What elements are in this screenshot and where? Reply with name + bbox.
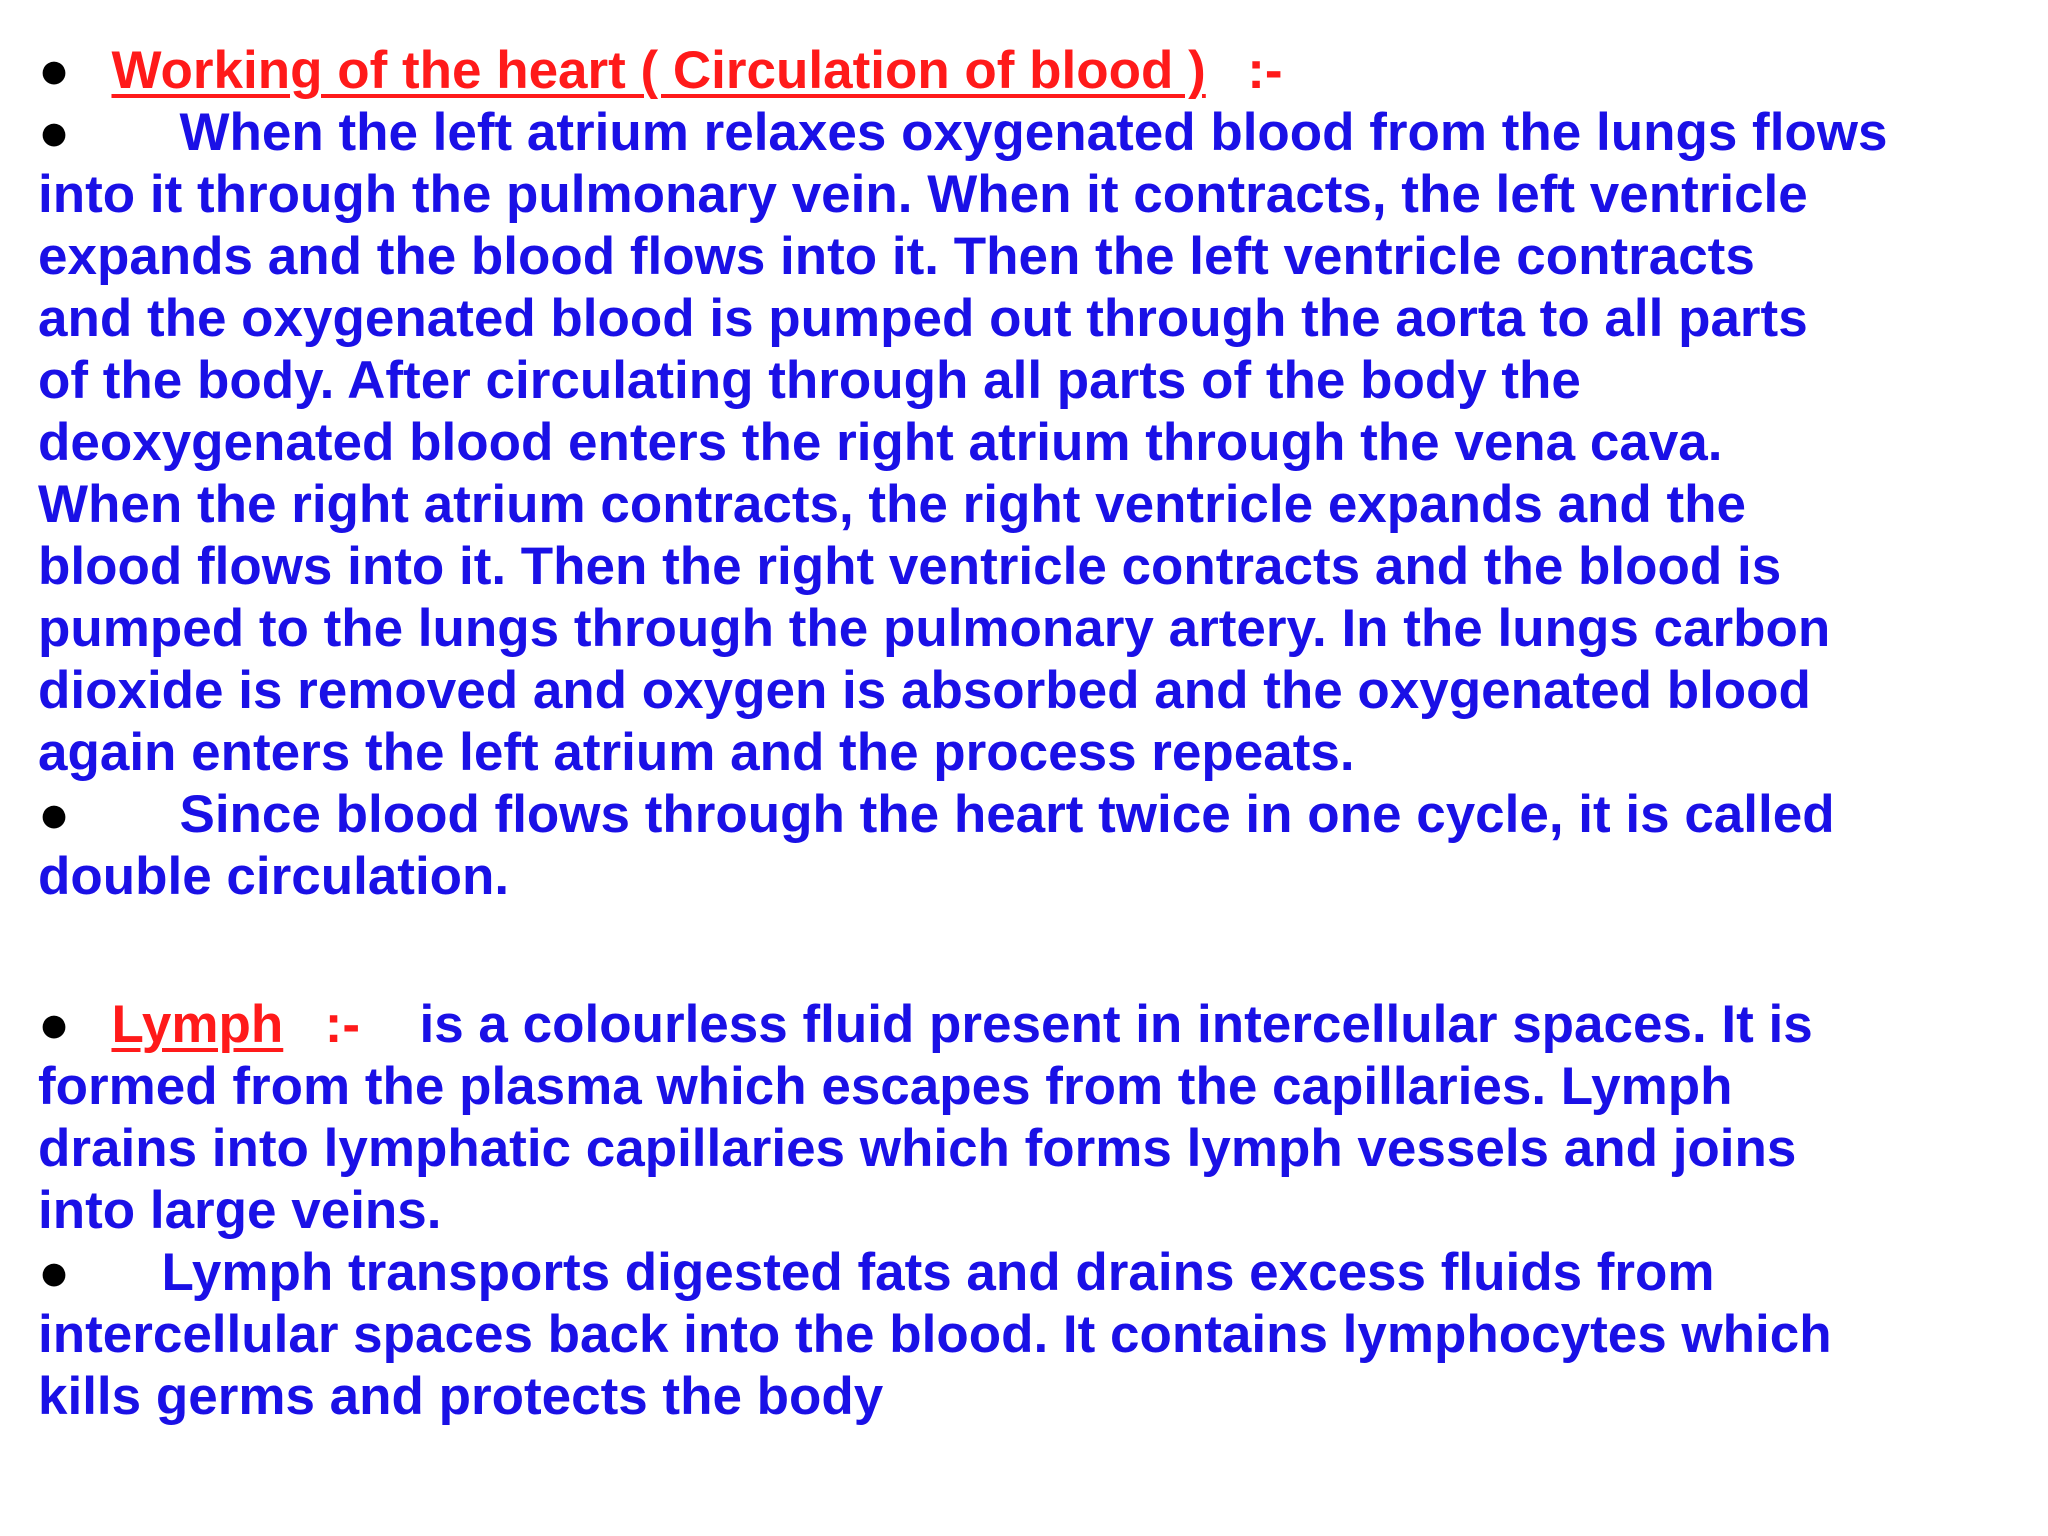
section1-heading-line <box>38 40 2028 102</box>
section1-para1-line: blood flows into it. Then the right ventricle contracts and the blood is <box>38 537 1782 596</box>
section1-para2-line: double circulation. <box>38 847 510 906</box>
section2-para2-line: kills germs and protects the body <box>38 1367 884 1426</box>
bullet-icon: ● <box>38 995 71 1054</box>
bullet-icon: ● <box>38 103 71 162</box>
section2-separator: :- <box>324 995 361 1054</box>
section2-para1-line: formed from the plasma which escapes from the capillaries. Lymph <box>38 1057 1733 1116</box>
section1-para1-line: When the right atrium contracts, the right ventricle expands and the <box>38 475 1747 534</box>
section1-para1-line: pumped to the lungs through the pulmonary artery. In the lungs carbon <box>38 599 1831 658</box>
bullet-icon: ● <box>38 785 71 844</box>
section1-heading: Working of the heart ( Circulation of blood ) <box>111 41 1206 100</box>
section2-heading-line <box>38 994 2028 1056</box>
section1-para1-line: again enters the left atrium and the process repeats. <box>38 723 1355 782</box>
section2-para1-line: drains into lymphatic capillaries which forms lymph vessels and joins <box>38 1119 1797 1178</box>
slide-content <box>38 40 2028 1428</box>
section2-para2-line <box>38 1242 2028 1304</box>
section1-para1-line: into it through the pulmonary vein. When it contracts, the left ventricle <box>38 165 1808 224</box>
section1-para1-line: deoxygenated blood enters the right atrium through the vena cava. <box>38 413 1723 472</box>
section2-para1-line: into large veins. <box>38 1181 442 1240</box>
section2-heading: Lymph <box>111 995 284 1054</box>
section1-para2-line <box>38 784 2028 846</box>
section1-separator: :- <box>1247 41 1283 100</box>
section1-para1-line: dioxide is removed and oxygen is absorbed and the oxygenated blood <box>38 661 1811 720</box>
section2-para1-text: is a colourless fluid present in intercellular spaces. It is <box>419 995 1813 1054</box>
section-spacer <box>38 908 2028 994</box>
bullet-icon: ● <box>38 41 71 100</box>
section1-para2-text: Since blood flows through the heart twice in one cycle, it is called <box>179 785 1835 844</box>
bullet-icon: ● <box>38 1243 71 1302</box>
section1-para1-line: and the oxygenated blood is pumped out through the aorta to all parts <box>38 289 1808 348</box>
section1-para1-text: When the left atrium relaxes oxygenated blood from the lungs flows <box>179 103 1888 162</box>
section2-para2-line: intercellular spaces back into the blood. It contains lymphocytes which <box>38 1305 1832 1364</box>
section2-para2-text: Lymph transports digested fats and drains excess fluids from <box>161 1243 1715 1302</box>
section1-para1-line <box>38 102 2028 164</box>
section1-para1-line: of the body. After circulating through all parts of the body the <box>38 351 1581 410</box>
section1-para1-line: expands and the blood flows into it. Then the left ventricle contracts <box>38 227 1755 286</box>
